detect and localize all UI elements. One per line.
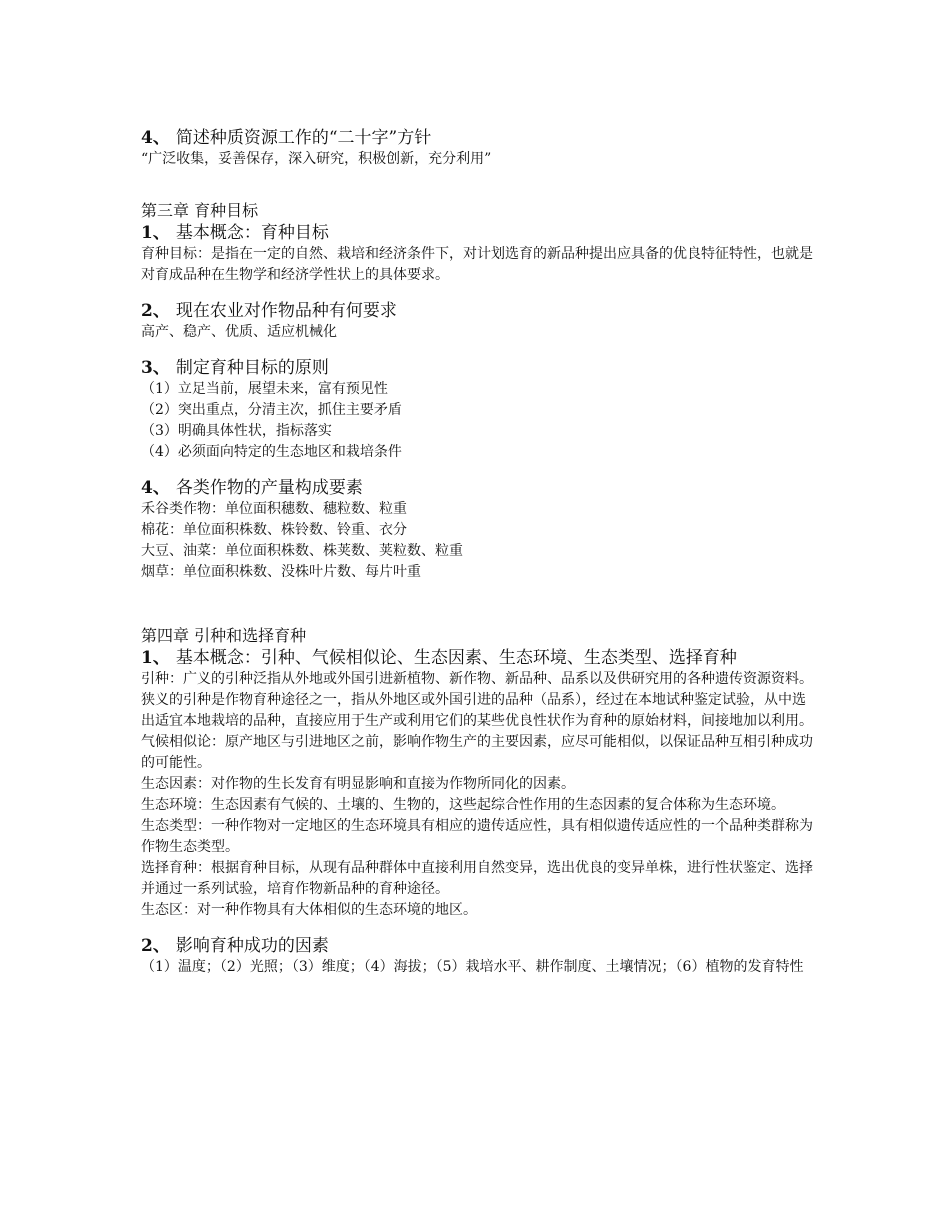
list-item: 棉花：单位面积株数、株铃数、铃重、衣分 bbox=[141, 522, 407, 538]
question-number: 1、 bbox=[141, 648, 170, 668]
question-title: 制定育种目标的原则 bbox=[175, 358, 329, 378]
list-item: 烟草：单位面积株数、没株叶片数、每片叶重 bbox=[141, 564, 421, 580]
question-title: 现在农业对作物品种有何要求 bbox=[175, 301, 397, 321]
chapter-title: 第三章 育种目标 bbox=[141, 201, 259, 220]
question-number: 2、 bbox=[141, 301, 170, 321]
list-item: （4）必须面向特定的生态地区和栽培条件 bbox=[141, 444, 402, 460]
list-item: 禾谷类作物：单位面积穗数、穗粒数、粒重 bbox=[141, 501, 407, 517]
definition-paragraph: 生态类型：一种作物对一定地区的生态环境具有相应的遗传适应性，具有相似遗传适应性的一个品种类群称为作物生态类型。 bbox=[141, 818, 813, 855]
answer-text: （1）温度；（2）光照；（3）维度；（4）海拔；（5）栽培水平、耕作制度、土壤情况；（6）植物的发育特性 bbox=[141, 959, 804, 975]
question-title: 各类作物的产量构成要素 bbox=[175, 478, 363, 498]
definition-paragraph: 生态环境：生态因素有气候的、土壤的、生物的，这些起综合性作用的生态因素的复合体称为生态环境。 bbox=[141, 797, 785, 813]
question-number: 4、 bbox=[141, 128, 170, 148]
question-heading bbox=[141, 222, 813, 244]
question-title: 影响育种成功的因素 bbox=[175, 936, 329, 956]
question-number: 3、 bbox=[141, 358, 170, 378]
question-heading bbox=[141, 127, 813, 149]
question-heading bbox=[141, 647, 813, 669]
answer-text: 高产、稳产、优质、适应机械化 bbox=[141, 324, 337, 340]
document-page bbox=[141, 127, 813, 978]
question-heading bbox=[141, 357, 813, 379]
answer-text: 育种目标：是指在一定的自然、栽培和经济条件下，对计划选育的新品种提出应具备的优良特征特性，也就是对育成品种在生物学和经济学性状上的具体要求。 bbox=[141, 246, 813, 283]
chapter-title: 第四章 引种和选择育种 bbox=[141, 626, 307, 645]
list-item: （3）明确具体性状，指标落实 bbox=[141, 423, 332, 439]
list-item: （1）立足当前，展望未来，富有预见性 bbox=[141, 381, 388, 397]
question-heading bbox=[141, 477, 813, 499]
definition-paragraph: 气候相似论：原产地区与引进地区之前，影响作物生产的主要因素，应尽可能相似，以保证品种互相引种成功的可能性。 bbox=[141, 734, 813, 771]
question-title: 基本概念：引种、气候相似论、生态因素、生态环境、生态类型、选择育种 bbox=[175, 648, 737, 668]
question-number: 4、 bbox=[141, 478, 170, 498]
question-number: 1、 bbox=[141, 223, 170, 243]
question-title: 基本概念：育种目标 bbox=[175, 223, 329, 243]
definition-paragraph: 引种：广义的引种泛指从外地或外国引进新植物、新作物、新品种、品系以及供研究用的各种遗传资源资料。狭义的引种是作物育种途径之一，指从外地区或外国引进的品种（品系），经过在本地试种鉴定试验，从中选出适宜本地栽培的品种，直接应用于生产或利用它们的某些优良性状作为育种的原始材料，间接地加以利用。 bbox=[141, 671, 813, 729]
definition-paragraph: 生态区：对一种作物具有大体相似的生态环境的地区。 bbox=[141, 902, 477, 918]
list-item: 大豆、油菜：单位面积株数、株荚数、荚粒数、粒重 bbox=[141, 543, 463, 559]
answer-text: “广泛收集，妥善保存，深入研究，积极创新，充分利用” bbox=[141, 151, 492, 167]
definition-paragraph: 选择育种：根据育种目标，从现有品种群体中直接利用自然变异，选出优良的变异单株，进行性状鉴定、选择并通过一系列试验，培育作物新品种的育种途径。 bbox=[141, 860, 813, 897]
list-item: （2）突出重点，分清主次，抓住主要矛盾 bbox=[141, 402, 402, 418]
question-heading bbox=[141, 935, 813, 957]
question-heading bbox=[141, 300, 813, 322]
question-title: 简述种质资源工作的“二十字”方针 bbox=[175, 128, 432, 148]
question-number: 2、 bbox=[141, 936, 170, 956]
definition-paragraph: 生态因素：对作物的生长发育有明显影响和直接为作物所同化的因素。 bbox=[141, 776, 575, 792]
